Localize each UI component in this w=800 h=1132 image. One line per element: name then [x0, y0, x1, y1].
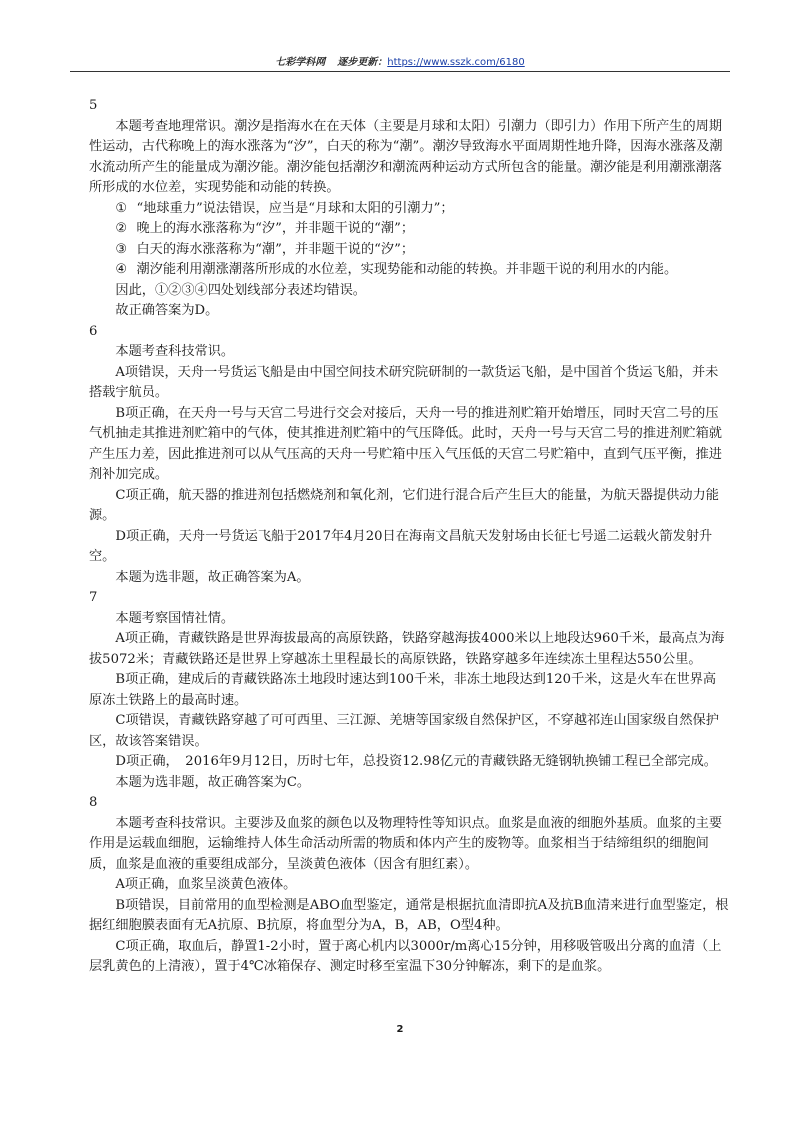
paragraph: 因此，①②③④四处划线部分表述均错误。: [115, 282, 366, 298]
question-number: 6: [89, 323, 98, 339]
paragraph: 故正确答案为D。: [115, 303, 219, 318]
paragraph: A项正确，血浆呈淡黄色液体。: [115, 877, 297, 892]
paragraph: A项错误，天舟一号货运飞船是由中国空间技术研究院研制的一款货运飞船，是中国首个货运飞船，并未搭载宇航员。: [89, 364, 719, 400]
question-number: 8: [89, 795, 98, 810]
list-item: [89, 240, 729, 261]
paragraph: C项错误，青藏铁路穿越了可可西里、三江源、羌塘等国家级自然保护区，不穿越祁连山国家级自然保护区，故该答案错误。: [89, 713, 719, 749]
collect-label: 逐步更新：: [337, 57, 388, 68]
list-item-text: 潮汐能利用潮涨潮落所形成的水位差，实现势能和动能的转换。并非题干说的利用水的内能。: [136, 262, 678, 277]
document-body: [89, 96, 729, 978]
page-header: [70, 53, 730, 68]
list-item: [89, 219, 729, 240]
paragraph: A项正确，青藏铁路是世界海拔最高的高原铁路，铁路穿越海拔4000米以上地段达960千米，最高点为海拔5072米；青藏铁路还是世界上穿越冻土里程最长的高原铁路，铁路穿越多年连续冻土里程达550公里。: [89, 631, 725, 667]
paragraph: 本题为选非题，故正确答案为A。: [115, 569, 310, 585]
paragraph: D项正确，天舟一号货运飞船于2017年4月20日在海南文昌航天发射场由长征七号遥二运载火箭发射升空。: [89, 528, 713, 564]
paragraph: B项错误，目前常用的血型检测是ABO血型鉴定，通常是根据抗血清即抗A及抗B血清来进行血型鉴定，根据红细胞膜表面有无A抗原、B抗原，将血型分为A，B，AB，O型4种。: [89, 897, 729, 933]
paragraph: 本题考查地理常识。潮汐是指海水在在天体（主要是月球和太阳）引潮力（即引力）作用下所产生的周期性运动，古代称晚上的海水涨落为“汐”，白天的称为“潮”。潮汐导致海水平面周期性地升降，因海水涨落及潮水流动所产生的能量成为潮汐能。潮汐能包括潮汐和潮流两种运动方式所包含的能量。潮汐能是利用潮涨潮落所形成的水位差，实现势能和动能的转换。: [89, 118, 723, 195]
list-item-marker: ④: [115, 262, 128, 277]
paragraph: 本题为选非题，故正确答案为C。: [115, 774, 311, 790]
list-item: [89, 260, 729, 281]
paragraph: B项正确，在天舟一号与天宫二号进行交会对接后，天舟一号的推进剂贮箱开始增压，同时天宫二号的压气机抽走其推进剂贮箱中的气体，使其推进剂贮箱中的气压降低。此时，天舟一号与天宫二号的推进剂贮箱就产生压力差，因此推进剂可以从气压高的天舟一号贮箱中压入气压低的天宫二号贮箱中，直到气压平衡，推进剂补加完成。: [89, 405, 722, 482]
list-item-text: “地球重力”说法错误，应当是“月球和太阳的引潮力”；: [136, 200, 454, 216]
list-item-marker: ③: [115, 241, 128, 257]
list-item-text: 白天的海水涨落称为“潮”，并非题干说的“汐”；: [136, 241, 415, 257]
paragraph: D项正确， 2016年9月12日，历时七年，总投资12.98亿元的青藏铁路无缝钢轨换铺工程已全部完成。: [115, 754, 717, 769]
question-number: 5: [89, 98, 98, 113]
page-number: 2: [396, 1024, 404, 1035]
site-name: 七彩学科网: [275, 57, 326, 68]
header-divider: [70, 71, 730, 72]
source-link[interactable]: https://www.sszk.com/6180: [387, 57, 525, 68]
paragraph: 本题考查科技常识。: [115, 344, 235, 359]
question-number: 7: [89, 590, 98, 605]
paragraph: 本题考查科技常识。主要涉及血浆的颜色以及物理特性等知识点。血浆是血液的细胞外基质。血浆的主要作用是运载血细胞，运输维持人体生命活动所需的物质和体内产生的废物等。血浆相当于结缔组织的细胞间质，血浆是血液的重要组成部分，呈淡黄色液体（因含有胆红素）。: [89, 815, 723, 872]
list-item-marker: ①: [115, 200, 128, 216]
paragraph: B项正确，建成后的青藏铁路冻土地段时速达到100千米，非冻土地段达到120千米，这是火车在世界高原冻土铁路上的最高时速。: [89, 672, 717, 708]
list-item-marker: ②: [115, 221, 128, 236]
list-item: [89, 199, 729, 220]
paragraph: 本题考察国情社情。: [115, 610, 235, 626]
paragraph: C项正确，航天器的推进剂包括燃烧剂和氧化剂，它们进行混合后产生巨大的能量，为航天器提供动力能源。: [89, 487, 719, 523]
paragraph: C项正确，取血后，静置1-2小时，置于离心机内以3000r/m离心15分钟，用移吸管吸出分离的血清（上层乳黄色的上清液），置于4℃冰箱保存、测定时移至室温下30分钟解冻，剩下的是血浆。: [89, 938, 722, 974]
list-item-text: 晚上的海水涨落称为“汐”，并非题干说的“潮”；: [136, 221, 415, 236]
